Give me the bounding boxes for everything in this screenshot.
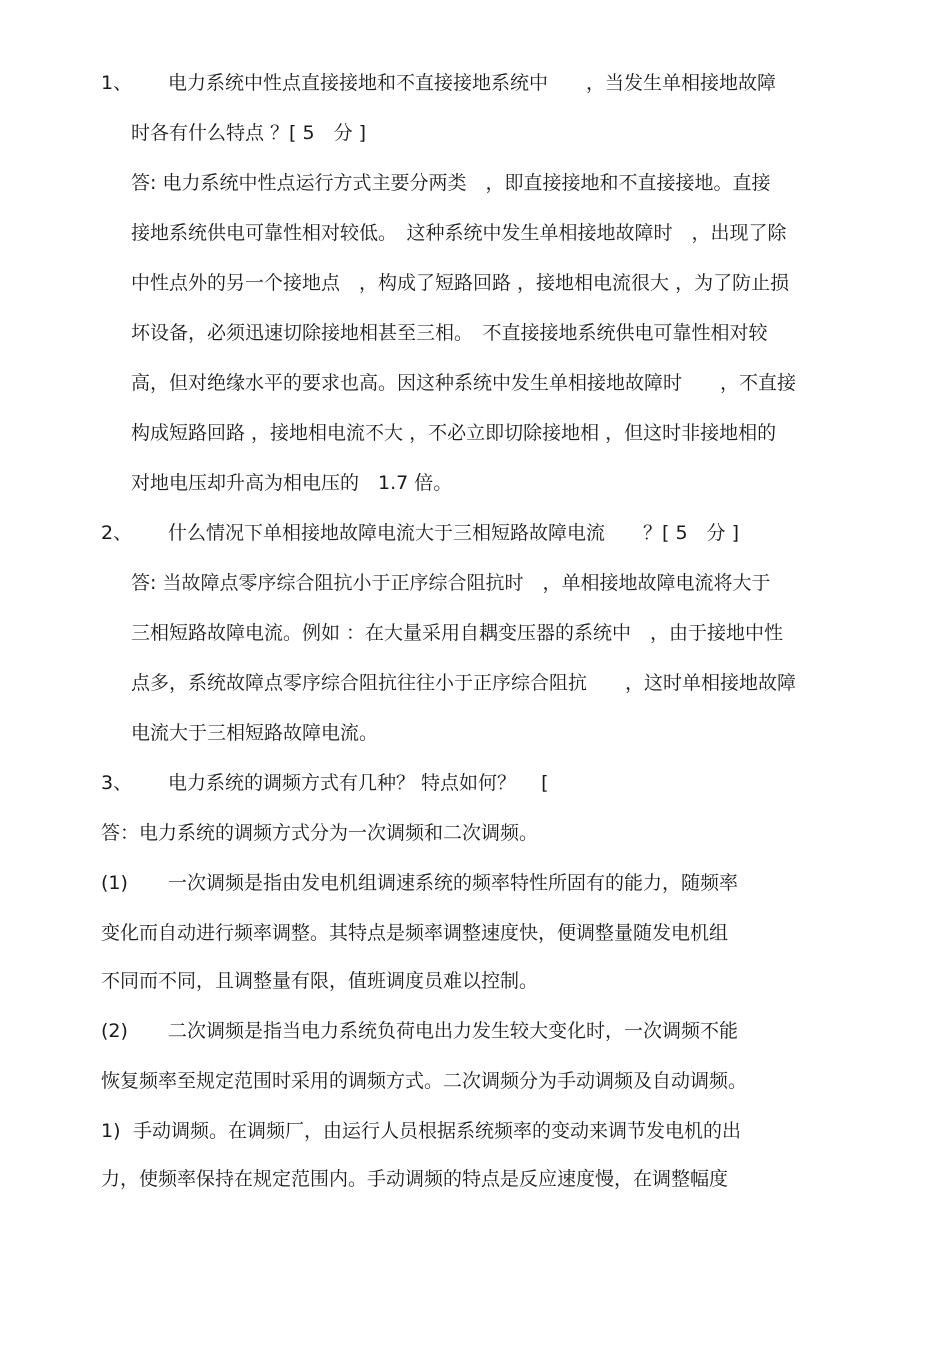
answer-text: 点多，系统故障点零序综合阻抗往往小于正序综合阻抗 ，这时单相接地故障 bbox=[131, 672, 797, 694]
answer-text: 答: 电力系统中性点运行方式主要分两类 ，即直接接地和不直接接地。直接 bbox=[131, 172, 771, 194]
item-number: 1) bbox=[101, 1120, 121, 1142]
question-text: 电力系统的调频方式有几种？ 特点如何？ [ bbox=[168, 772, 549, 794]
item-number: (2) bbox=[101, 1020, 128, 1042]
item-text: 恢复频率至规定范围时采用的调频方式。二次调频分为手动调频及自动调频。 bbox=[101, 1070, 748, 1092]
answer-text: 电流大于三相短路故障电流。 bbox=[131, 722, 379, 744]
answer-text: 答：电力系统的调频方式分为一次调频和二次调频。 bbox=[101, 822, 539, 844]
question-text: 电力系统中性点直接接地和不直接接地系统中 ，当发生单相接地故障 bbox=[168, 72, 777, 94]
item-text: 不同而不同，且调整量有限，值班调度员难以控制。 bbox=[101, 970, 539, 992]
question-number: 3、 bbox=[101, 772, 133, 794]
answer-text: 中性点外的另一个接地点 ，构成了短路回路 ，接地相电流很大 ，为了防止损 bbox=[131, 272, 790, 294]
item-text: 手动调频。在调频厂，由运行人员根据系统频率的变动来调节发电机的出 bbox=[133, 1120, 742, 1142]
item-number: (1) bbox=[101, 872, 128, 894]
question-number: 2、 bbox=[101, 522, 133, 544]
item-text: 力，使频率保持在规定范围内。手动调频的特点是反应速度慢，在调整幅度 bbox=[101, 1168, 729, 1190]
item-text: 变化而自动进行频率调整。其特点是频率调整速度快，便调整量随发电机组 bbox=[101, 922, 729, 944]
question-text: 时各有什么特点 ？[ 5 分 ] bbox=[131, 122, 367, 144]
question-text: 什么情况下单相接地故障电流大于三相短路故障电流 ？[ 5 分 ] bbox=[168, 522, 739, 544]
answer-text: 高，但对绝缘水平的要求也高。因这种系统中发生单相接地故障时 ，不直接 bbox=[131, 372, 797, 394]
item-text: 一次调频是指由发电机组调速系统的频率特性所固有的能力，随频率 bbox=[168, 872, 739, 894]
answer-text: 坏设备，必须迅速切除接地相甚至三相。 不直接接地系统供电可靠性相对较 bbox=[131, 322, 768, 344]
answer-text: 构成短路回路 ，接地相电流不大 ，不必立即切除接地相 ，但这时非接地相的 bbox=[131, 422, 777, 444]
answer-text: 三相短路故障电流。例如 ：在大量采用自耦变压器的系统中 ，由于接地中性 bbox=[131, 622, 784, 644]
question-number: 1、 bbox=[101, 72, 133, 94]
answer-text: 对地电压却升高为相电压的 1.7 倍。 bbox=[131, 472, 453, 494]
answer-text: 接地系统供电可靠性相对较低。 这种系统中发生单相接地故障时 ，出现了除 bbox=[131, 222, 787, 244]
item-text: 二次调频是指当电力系统负荷电出力发生较大变化时，一次调频不能 bbox=[168, 1020, 739, 1042]
answer-text: 答: 当故障点零序综合阻抗小于正序综合阻抗时 ，单相接地故障电流将大于 bbox=[131, 572, 771, 594]
